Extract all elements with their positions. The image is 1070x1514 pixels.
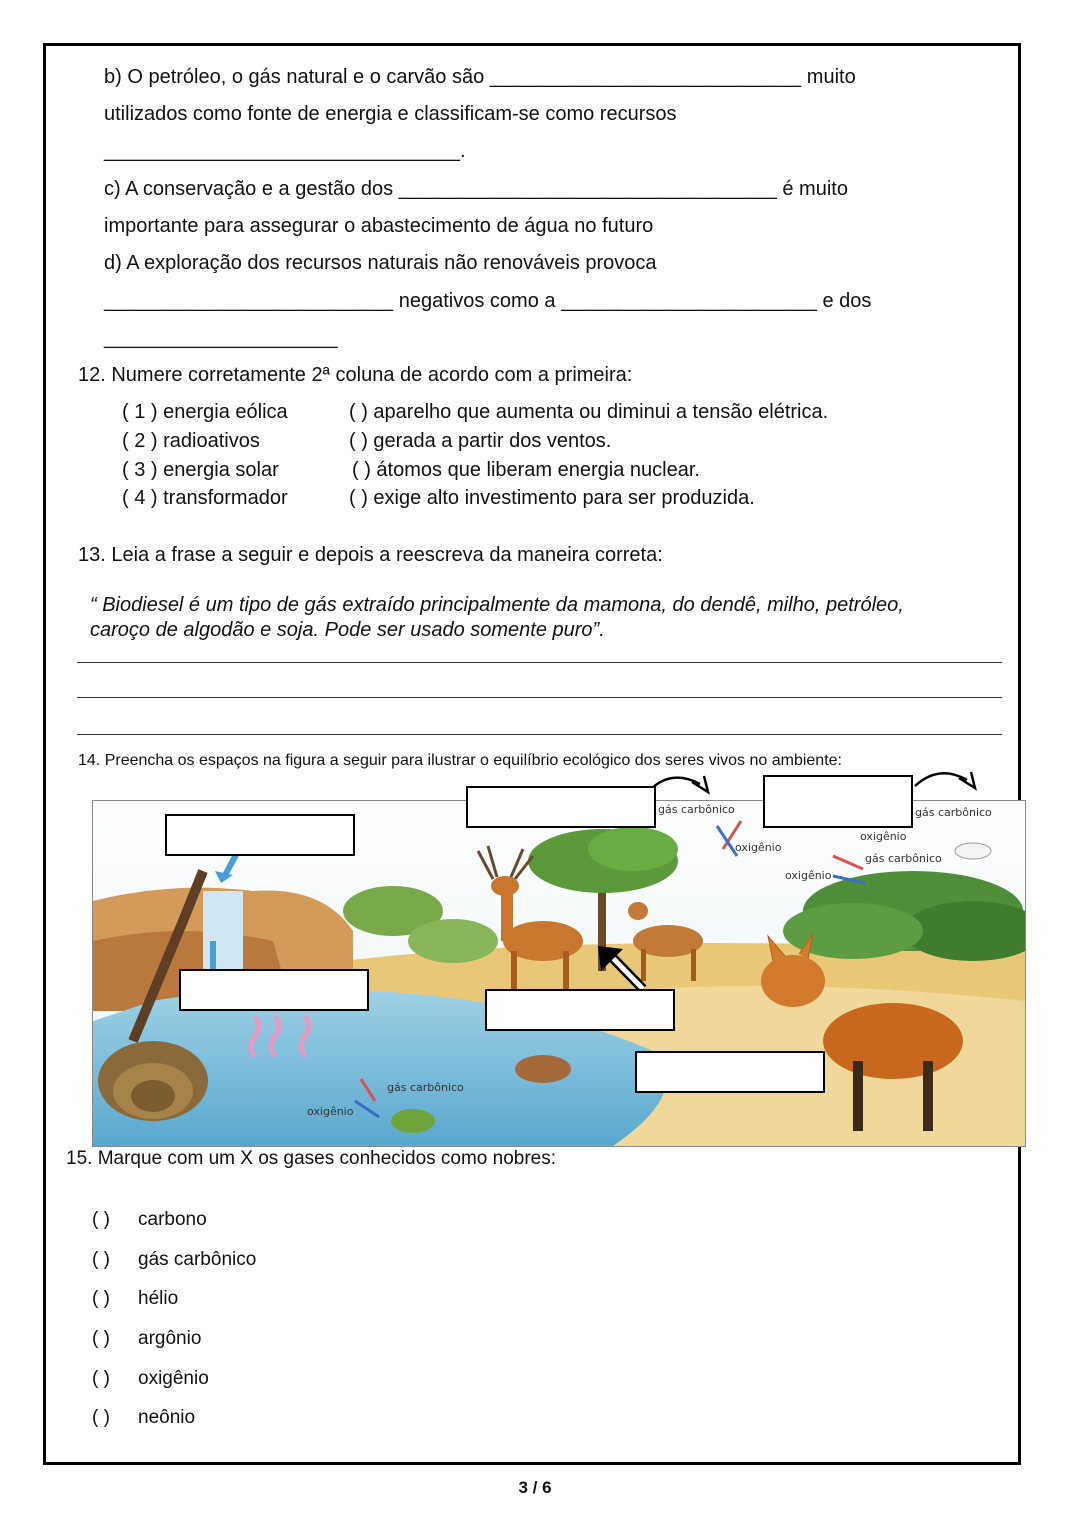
answer-box-5[interactable] bbox=[466, 786, 656, 828]
curved-arrow-icon bbox=[905, 766, 985, 800]
answer-box-6[interactable] bbox=[763, 775, 913, 828]
checkbox-neonio[interactable]: ( ) bbox=[92, 1407, 110, 1428]
q13-quote-line1: “ Biodiesel é um tipo de gás extraído principalmente da mamona, do dendê, milho, petróleo, bbox=[90, 594, 904, 616]
option-carbono: carbono bbox=[138, 1209, 207, 1230]
q11-b-line1: b) O petróleo, o gás natural e o carvão são ____________________________ muito bbox=[104, 66, 856, 88]
checkbox-oxigenio[interactable]: ( ) bbox=[92, 1368, 110, 1389]
q15-title: 15. Marque com um X os gases conhecidos como nobres: bbox=[66, 1148, 557, 1169]
page-number: 3 / 6 bbox=[518, 1478, 552, 1497]
option-argonio: argônio bbox=[138, 1328, 202, 1349]
q11-b-line3: ________________________________. bbox=[104, 140, 466, 162]
q12-left-2: ( 2 ) radioativos bbox=[122, 430, 260, 452]
q12-title: 12. Numere corretamente 2ª coluna de acordo com a primeira: bbox=[78, 364, 633, 386]
q12-left-3: ( 3 ) energia solar bbox=[122, 459, 279, 481]
q12-right-4[interactable]: ( ) exige alto investimento para ser produzida. bbox=[349, 487, 755, 509]
q12-right-3[interactable]: ( ) átomos que liberam energia nuclear. bbox=[352, 459, 700, 481]
q11-d-line2: __________________________ negativos como a _______________________ e dos bbox=[104, 290, 872, 312]
q14-title: 14. Preencha os espaços na figura a seguir para ilustrar o equilíbrio ecológico dos seres vivos no ambiente: bbox=[78, 752, 842, 769]
checkbox-argonio[interactable]: ( ) bbox=[92, 1328, 110, 1349]
checkbox-carbono[interactable]: ( ) bbox=[92, 1209, 110, 1230]
checkbox-helio[interactable]: ( ) bbox=[92, 1288, 110, 1309]
q11-c-line1: c) A conservação e a gestão dos __________________________________ é muito bbox=[104, 178, 848, 200]
label-oxigenio-3: oxigênio bbox=[785, 869, 832, 882]
label-oxigenio-1: oxigênio bbox=[735, 841, 782, 854]
ecosystem-figure bbox=[92, 800, 1026, 1147]
q11-d-line3: _____________________ bbox=[104, 327, 338, 349]
q11-b-line2: utilizados como fonte de energia e classificam-se como recursos bbox=[104, 103, 677, 125]
answer-line-3[interactable] bbox=[77, 734, 1002, 735]
answer-line-2[interactable] bbox=[77, 697, 1002, 698]
option-helio: hélio bbox=[138, 1288, 179, 1309]
answer-line-1[interactable] bbox=[77, 662, 1002, 663]
label-gas-carbonico-2: gás carbônico bbox=[915, 806, 992, 819]
q12-right-2[interactable]: ( ) gerada a partir dos ventos. bbox=[349, 430, 612, 452]
label-oxigenio-4: oxigênio bbox=[307, 1105, 354, 1118]
option-gas-carbonico: gás carbônico bbox=[138, 1249, 257, 1270]
q12-right-1[interactable]: ( ) aparelho que aumenta ou diminui a tensão elétrica. bbox=[349, 401, 829, 423]
label-gas-carbonico-1: gás carbônico bbox=[658, 803, 735, 816]
q11-d-line1: d) A exploração dos recursos naturais não renováveis provoca bbox=[104, 252, 657, 274]
option-neonio: neônio bbox=[138, 1407, 196, 1428]
q13-title: 13. Leia a frase a seguir e depois a reescreva da maneira correta: bbox=[78, 544, 663, 566]
answer-box-4[interactable] bbox=[635, 1051, 825, 1093]
label-gas-carbonico-4: gás carbônico bbox=[387, 1081, 464, 1094]
q13-quote-line2: caroço de algodão e soja. Pode ser usado somente puro”. bbox=[90, 619, 605, 641]
q11-c-line2: importante para assegurar o abastecimento de água no futuro bbox=[104, 215, 654, 237]
label-oxigenio-2: oxigênio bbox=[860, 830, 907, 843]
label-gas-carbonico-3: gás carbônico bbox=[865, 852, 942, 865]
q12-left-1: ( 1 ) energia eólica bbox=[122, 401, 288, 423]
option-oxigenio: oxigênio bbox=[138, 1368, 209, 1389]
answer-box-2[interactable] bbox=[179, 969, 369, 1011]
q12-left-4: ( 4 ) transformador bbox=[122, 487, 288, 509]
answer-box-3[interactable] bbox=[485, 989, 675, 1031]
answer-box-1[interactable] bbox=[165, 814, 355, 856]
checkbox-gas-carbonico[interactable]: ( ) bbox=[92, 1249, 110, 1270]
